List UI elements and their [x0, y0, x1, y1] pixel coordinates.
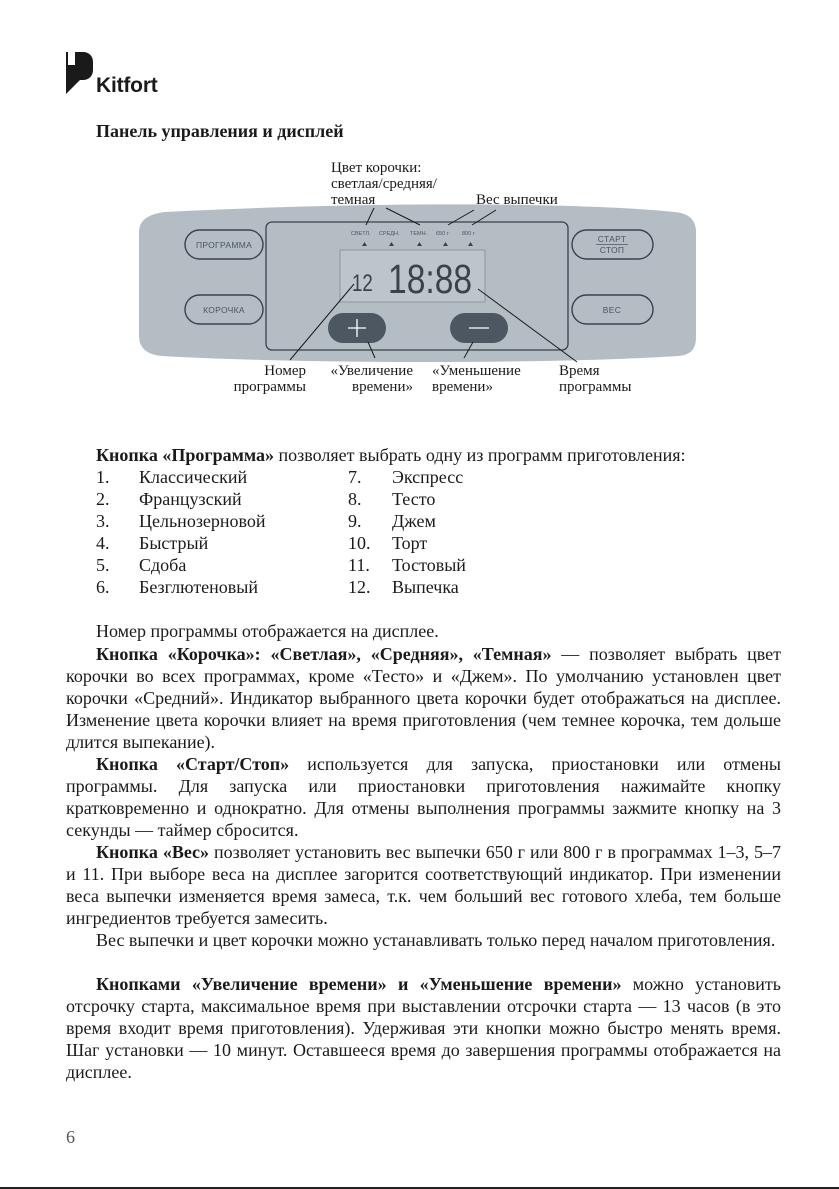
- program-button-intro: Кнопка «Программа» позволяет выбрать одну из программ приготовления:: [96, 445, 686, 465]
- indicator-800-label: 800 г: [462, 231, 475, 237]
- indicator-dark-label: ТЕМН.: [410, 231, 428, 237]
- list-item: 8. Тесто: [348, 489, 436, 509]
- list-item: 1. Классический: [96, 467, 248, 487]
- program-list-left: [96, 466, 266, 598]
- decrease-time-button[interactable]: [450, 313, 508, 343]
- list-item: 9. Джем: [348, 511, 436, 531]
- list-item: 5. Сдоба: [96, 555, 187, 575]
- paragraph-weight: Кнопка «Вес» позволяет установить вес выпечки 650 г или 800 г в программах 1–3, 5–7 и 11. При выборе веса на дисплее загорится соответствующий индикатор. При изменении веса выпечки изменяется время замеса, т.к. чем больший вес готового хлеба, тем больше ингредиентов требуется замесить.: [66, 842, 781, 928]
- list-item: 2. Французский: [96, 489, 242, 509]
- indicator-light-label: СВЕТЛ.: [351, 231, 371, 237]
- list-item: 10. Торт: [348, 533, 428, 553]
- stop-label: СТОП: [599, 245, 625, 255]
- list-item: 3. Цельнозерновой: [96, 511, 266, 531]
- paragraph-crust: Кнопка «Корочка»: «Светлая», «Средняя», «Темная» — позволяет выбрать цвет корочки во всех программах, кроме «Тесто» и «Джем». По умолчанию установлен цвет корочки «Средний». Индикатор выбранного цвета корочки будет отображаться на дисплее. Изменение цвета корочки влияет на время приготовления (чем темнее корочка, тем дольше длится выпекание).: [66, 644, 781, 752]
- lcd-program-number: 12: [351, 269, 373, 297]
- control-panel-diagram: [0, 0, 839, 420]
- crust-button-label: КОРОЧКА: [203, 305, 245, 315]
- indicator-650-label: 650 г: [436, 231, 449, 237]
- program-button-label: ПРОГРАММА: [195, 240, 253, 250]
- paragraph-time-buttons: Кнопками «Увеличение времени» и «Уменьшение времени» можно установить отсрочку старта, максимальное время при выставлении отсрочки старта — 13 часов (в это время входит время приготовления). Удерживая эти кнопки можно быстро менять время. Шаг установки — 10 минут. Оставшееся время до завершения программы отображается на дисплее.: [66, 974, 781, 1082]
- list-item: 11. Тостовый: [348, 555, 466, 575]
- increase-time-button[interactable]: [328, 313, 386, 343]
- lcd-time: 18:88: [388, 255, 473, 302]
- callout-program-time: Время программы: [559, 363, 632, 395]
- brand-name: Kitfort: [96, 74, 158, 97]
- list-item: 12. Выпечка: [348, 577, 459, 597]
- weight-button-label: ВЕС: [602, 305, 622, 315]
- callout-weight: Вес выпечки: [476, 192, 558, 208]
- start-label: СТАРТ: [597, 234, 627, 244]
- list-item: 6. Безглютеновый: [96, 577, 259, 597]
- callout-increase: «Увеличение времени»: [330, 363, 413, 395]
- list-item: 7. Экспресс: [348, 467, 464, 487]
- callout-decrease: «Уменьшение времени»: [432, 363, 521, 395]
- paragraph-start-stop: Кнопка «Старт/Стоп» используется для запуска, приостановки или отмены программы. Для запуска или приостановки приготовления нажимайте кнопку кратковременно и однократно. Для отмены выполнения программы зажмите кнопку на 3 секунды — таймер сбросится.: [66, 754, 782, 840]
- list-item: 4. Быстрый: [96, 533, 209, 553]
- page-number: 6: [66, 1127, 75, 1147]
- program-list-right: [348, 466, 466, 598]
- paragraph-weight-crust-note: Вес выпечки и цвет корочки можно устанавливать только перед началом приготовления.: [96, 930, 776, 950]
- callout-crust-color: Цвет корочки: светлая/средняя/ темная: [331, 160, 437, 208]
- section-heading: Панель управления и дисплей: [96, 121, 344, 141]
- indicator-medium-label: СРЕДН.: [379, 231, 400, 237]
- callout-program-number: Номер программы: [233, 363, 306, 395]
- paragraph-program-number: Номер программы отображается на дисплее.: [96, 621, 439, 641]
